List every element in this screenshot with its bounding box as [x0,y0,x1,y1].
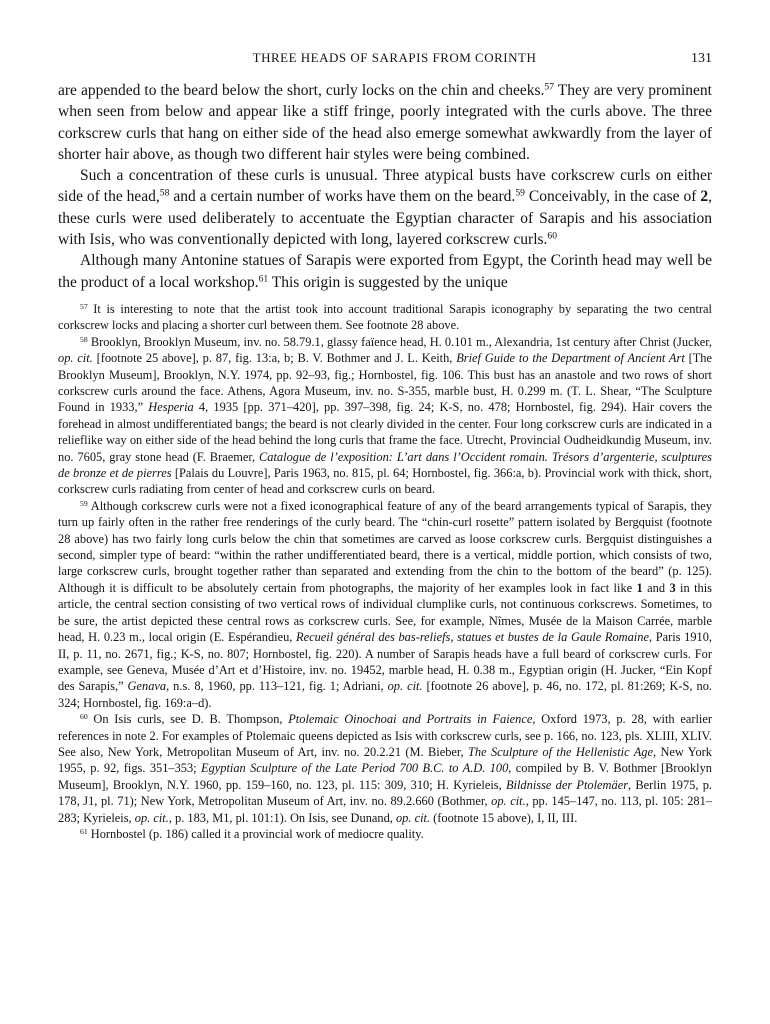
footnote-ref-60[interactable]: 60 [547,230,558,242]
figure-ref-2: 2 [700,188,709,206]
footnote-ref-59[interactable]: 59 [515,188,525,200]
journal-page [58,50,712,1010]
running-header [58,50,712,80]
footnote-57: $^{57}$ It is interesting to note that the artist took into account traditional Sarapis iconography by separating the two central corkscrew locks and placing a shorter curl between them. See footnote 28 above. [58,301,712,333]
main-text [58,80,712,293]
footnote-60: $^{60}$ On Isis curls, see D. B. Thompson, Ptolemaic Oinochoai and Portraits in Faience, Oxford 1973, p. 28, with earlier references in note 2. For examples of Ptolemaic queens depicted as Isis with corkscrew curls, see p. 166, no. 123, pls. XLIII, XLIV. See also, New York, Metropolitan Museum of Art, inv. no. 20.2.21 (M. Bieber, The Sculpture of the Hellenistic Age, New York 1955, p. 92, figs. 351–353; Egyptian Sculpture of the Late Period 700 B.C. to A.D. 100, compiled by B. V. Bothmer [Brooklyn Museum], Brooklyn, N.Y. 1960, pp. 159–160, no. 123, pl. 115: 309, 310; H. Kyrieleis, Bildnisse der Ptolemäer, Berlin 1975, p. 178, J1, pl. 71); New York, Metropolitan Museum of Art, inv. no. 89.2.660 (Bothmer, op. cit., pp. 145–147, no. 113, pl. 105: 281–283; Kyrieleis, op. cit., p. 183, M1, pl. 101:1). On Isis, see Dunand, op. cit. (footnote 15 above), I, II, III. [58,711,712,825]
footnote-61: $^{61}$ Hornbostel (p. 186) called it a provincial work of mediocre quality. [80,826,424,841]
paragraph-1: are appended to the beard below the short, curly locks on the chin and cheeks.$^{57}$ They are very prominent when seen from below and appear like a stiff fringe, poorly integrated with the curls above. The three corkscrew curls that hang on either side of the head also emerge somewhat awkwardly from the layer of shorter hair above, as though two different hair styles were being combined. [58,81,712,163]
page-number: 131 [691,51,712,66]
footnote-ref-58[interactable]: 58 [159,188,170,200]
paragraph-2: Such a concentration of these curls is unusual. Three atypical busts have corkscrew curls on either side of the head,$^{58}$ and a certain number of works have them on the beard.$^{59}$ Conceivably, in the case of 2, these curls were used deliberately to accentuate the Egyptian character of Sarapis and his association with Isis, who was conventionally depicted with long, layered corkscrew curls.$^{60}$ [58,167,712,249]
footnote-58: $^{58}$ Brooklyn, Brooklyn Museum, inv. no. 58.79.1, glassy faïence head, H. 0.101 m., Alexandria, 1st century after Christ (Jucker, op. cit. [footnote 25 above], p. 87, fig. 13:a, b; B. V. Bothmer and J. L. Keith, Brief Guide to the Department of Ancient Art [The Brooklyn Museum], Brooklyn, N.Y. 1974, pp. 92–93, fig.; Hornbostel, fig. 106. This bust has an anastole and two rows of short corkscrew curls around the face. Athens, Agora Museum, inv. no. S-355, marble bust, H. 0.299 m. (T. L. Shear, “The Sculpture Found in 1933,” Hesperia 4, 1935 [pp. 371–420], pp. 397–398, fig. 24; K-S, no. 478; Hornbostel, fig. 294). Hair covers the forehead in almost undifferentiated bangs; the beard is not clearly divided in the center. Four long corkscrew curls are indicated in a relieflike way on either side of the head behind the long curls that frame the face. Utrecht, Provincial Oudheidkundig Museum, inv. no. 7605, gray stone head (F. Braemer, Catalogue de l’exposition: L’art dans l’Occident romain. Trésors d’argenterie, sculptures de bronze et de pierres [Palais du Louvre], Paris 1963, no. 815, pl. 64; Hornbostel, fig. 366:a, b). Provincial work with thick, short, corkscrew curls radiating from center of head and corkscrew curls on beard. [58,334,712,497]
footnotes [58,301,712,842]
footnote-number: 60 [80,711,88,721]
running-title: THREE HEADS OF SARAPIS FROM CORINTH [252,50,537,65]
footnote-ref-61[interactable]: 61 [258,273,269,285]
paragraph-3: Although many Antonine statues of Sarapis were exported from Egypt, the Corinth head may well be the product of a local workshop.$^{61}$ This origin is suggested by the unique [58,252,712,291]
footnote-number: 61 [80,826,88,836]
footnote-number: 58 [80,334,88,344]
footnote-number: 59 [80,498,88,508]
footnote-59: $^{59}$ Although corkscrew curls were not a fixed iconographical feature of any of the beard arrangements typical of Sarapis, they turn up fairly often in the rather free renderings of the curly beard. The “chin-curl rosette” pattern isolated by Bergquist (footnote 28 above) has two fairly long curls below the chin that sometimes are carved as loose corkscrew curls. Bergquist distinguishes a second, simpler type of beard: “within the rather undifferentiated beard, there is a vertical, middle portion, which consists of two, large corkscrew curls, brought together rather than separated and extending from the chin to the bottom of the beard” (p. 125). Although it is difficult to be absolutely certain from photographs, the majority of her examples look in fact like 1 and 3 in this article, the central section consisting of two vertical rows of individual clumplike curls, not continuous corkscrews. Sometimes, to be sure, the artist depicted these central rows as corkscrew curls. See, for example, Nîmes, Musée de la Maison Carrée, marble head, H. 0.23 m., local origin (E. Espérandieu, Recueil général des bas-reliefs, statues et bustes de la Gaule Romaine, Paris 1910, II, p. 11, no. 2671, fig.; K-S, no. 807; Hornbostel, fig. 220). A number of Sarapis heads have a full beard of corkscrew curls. For example, see Geneva, Musée d’Art et d’Histoire, inv. no. 19452, marble head, H. 0.38 m., Egyptian origin (H. Jucker, “Ein Kopf des Sarapis,” Genava, n.s. 8, 1960, pp. 113–121, fig. 1; Adriani, op. cit. [footnote 26 above], p. 46, no. 172, pl. 81:269; K-S, no. 324; Hornbostel, fig. 169:a–d). [58,498,712,710]
footnote-ref-57[interactable]: 57 [544,81,554,93]
footnote-number: 57 [80,301,88,311]
